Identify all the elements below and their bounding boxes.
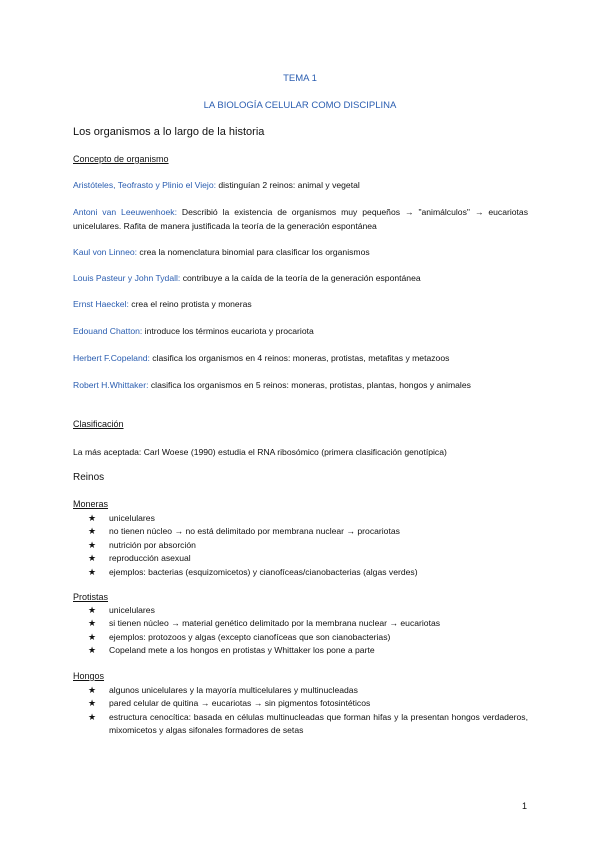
list-item: ★ unicelulares: [73, 512, 528, 525]
entry-text: introduce los términos eucariota y procariota: [142, 326, 314, 336]
entry-aristoteles: [73, 178, 528, 192]
star-icon: ★: [88, 618, 97, 629]
list-item: ★ estructura cenocítica: basada en células multinucleadas que forman hifas y la presentan hongos verdaderos, mixomicetos y algas sifonales formadores de setas: [88, 711, 528, 736]
entry-text: distinguían 2 reinos: animal y vegetal: [215, 180, 360, 190]
entry-copeland: [73, 351, 528, 365]
entry-chatton: [73, 324, 528, 338]
moneras-list: [73, 512, 528, 579]
star-icon: ★: [88, 553, 97, 564]
entry-name: Antoni van Leeuwenhoek:: [73, 207, 177, 217]
entry-haeckel: [73, 297, 528, 311]
page-title: LA BIOLOGÍA CELULAR COMO DISCIPLINA: [203, 100, 397, 111]
entry-name: Aristóteles, Teofrasto y Plinio el Viejo:: [73, 180, 216, 190]
clasificacion-heading: Clasificación: [73, 419, 124, 429]
entry-text: crea la nomenclatura binomial para clasificar los organismos: [137, 247, 370, 257]
section-subtitle: Los organismos a lo largo de la historia: [73, 126, 265, 138]
star-icon: ★: [88, 605, 97, 615]
star-icon: ★: [88, 526, 97, 537]
page-number: 1: [521, 801, 527, 811]
star-icon: ★: [88, 513, 97, 523]
list-item: ★ nutrición por absorción: [73, 539, 528, 552]
list-item: ★ ejemplos: protozoos y algas (excepto cianofíceas que son cianobacterias): [73, 631, 528, 644]
entry-pasteur: [73, 271, 528, 285]
entry-leeuwenhoek: [73, 205, 528, 233]
tema-label: TEMA 1: [283, 73, 317, 84]
protistas-heading: Protistas: [73, 592, 109, 602]
star-icon: ★: [88, 566, 97, 577]
entry-text: crea el reino protista y moneras: [128, 299, 252, 309]
list-item: ★ ejemplos: bacterias (esquizomicetos) y cianofíceas/cianobacterias (algas verdes): [73, 566, 528, 579]
protistas-list: [73, 604, 528, 658]
concepto-heading: Concepto de organismo: [73, 154, 169, 164]
entry-name: Kaul von Linneo:: [73, 247, 138, 257]
star-icon: ★: [88, 698, 97, 709]
hongos-heading: Hongos: [73, 671, 105, 681]
clasificacion-text: La más aceptada: Carl Woese (1990) estudia el RNA ribosómico (primera clasificación genotípica): [73, 447, 447, 457]
entry-name: Ernst Haeckel:: [73, 299, 129, 309]
reinos-label: Reinos: [73, 472, 105, 483]
list-item: ★ si tienen núcleo → material genético delimitado por la membrana nuclear → eucariotas: [73, 617, 528, 630]
entry-name: Herbert F.Copeland:: [73, 353, 150, 363]
list-item: ★ unicelulares: [73, 604, 528, 617]
entry-name: Louis Pasteur y John Tydall:: [73, 273, 181, 283]
entry-whittaker: [73, 378, 528, 392]
entry-text: clasifica los organismos en 4 reinos: moneras, protistas, metafitas y metazoos: [149, 353, 450, 363]
list-item: ★ pared celular de quitina → eucariotas → sin pigmentos fotosintéticos: [73, 697, 528, 710]
star-icon: ★: [88, 645, 97, 656]
entry-name: Edouand Chatton:: [73, 326, 143, 336]
star-icon: ★: [88, 685, 97, 695]
list-item: ★ Copeland mete a los hongos en protistas y Whittaker los pone a parte: [73, 644, 528, 657]
list-item: ★ no tienen núcleo → no está delimitado por membrana nuclear → procariotas: [73, 525, 528, 538]
star-icon: ★: [88, 631, 97, 642]
list-item: ★ algunos unicelulares y la mayoría multicelulares y multinucleadas: [73, 684, 528, 697]
list-item: ★ reproducción asexual: [73, 552, 528, 565]
star-icon: ★: [88, 539, 97, 550]
entry-text: contribuye a la caída de la teoría de la generación espontánea: [180, 273, 421, 283]
entry-linneo: [73, 245, 528, 259]
entry-name: Robert H.Whittaker:: [73, 380, 149, 390]
entry-text: clasifica los organismos en 5 reinos: moneras, protistas, plantas, hongos y animales: [148, 380, 471, 390]
moneras-heading: Moneras: [73, 499, 109, 509]
hongos-list: [73, 684, 528, 738]
entry-text: Describió la existencia de organismos muy pequeños → "animálculos" → eucariotas unicelulares. Rafita de manera justificada la teoría de la generación espontánea: [73, 207, 528, 231]
star-icon: ★: [88, 711, 97, 722]
